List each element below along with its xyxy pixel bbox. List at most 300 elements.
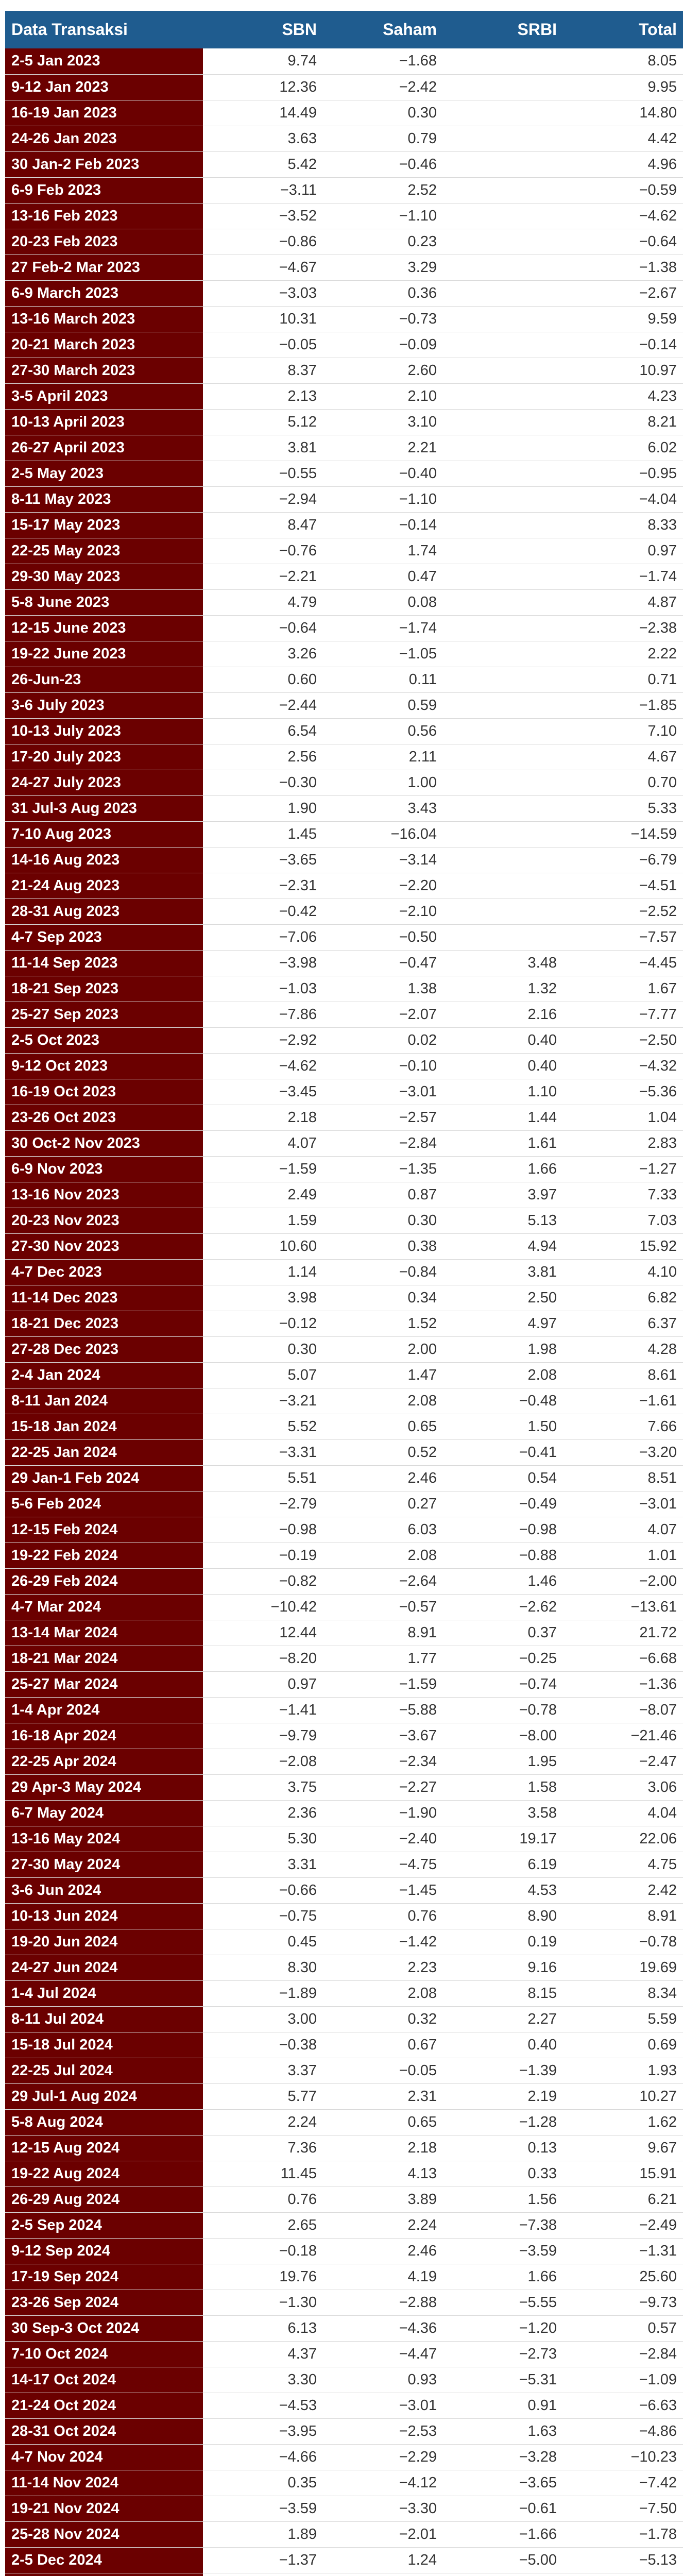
cell-sbn: −8.20 bbox=[279, 1650, 317, 1667]
cell-saham: −2.29 bbox=[399, 2448, 437, 2465]
cell-saham: −2.57 bbox=[399, 1109, 437, 1126]
cell-srbi: 1.32 bbox=[527, 980, 557, 997]
cell-date: 25-27 Sep 2023 bbox=[5, 1002, 203, 1027]
cell-srbi bbox=[443, 924, 563, 950]
table-row bbox=[5, 255, 683, 280]
column-header-data-transaksi[interactable]: Data Transaksi bbox=[11, 20, 128, 39]
table-row bbox=[5, 1027, 683, 1053]
table-row bbox=[5, 332, 683, 358]
cell-srbi bbox=[443, 538, 563, 564]
table-row bbox=[5, 2238, 683, 2264]
table-row bbox=[5, 151, 683, 177]
cell-date: 16-18 Apr 2024 bbox=[5, 1723, 203, 1749]
cell-date: 30 Sep-3 Oct 2024 bbox=[5, 2315, 203, 2341]
cell-saham: −0.50 bbox=[399, 928, 437, 945]
table-row bbox=[5, 1568, 683, 1594]
cell-srbi bbox=[443, 177, 563, 203]
cell-total: 6.02 bbox=[647, 439, 677, 456]
cell-saham: 2.46 bbox=[407, 2242, 437, 2259]
cell-total: 7.33 bbox=[647, 1186, 677, 1203]
cell-srbi: −3.59 bbox=[519, 2242, 557, 2259]
cell-saham: 0.67 bbox=[407, 2036, 437, 2053]
cell-date: 27 Feb-2 Mar 2023 bbox=[5, 255, 203, 280]
table-row bbox=[5, 1826, 683, 1852]
cell-date: 26-Jun-23 bbox=[5, 667, 203, 692]
table-row bbox=[5, 1362, 683, 1388]
cell-sbn: −3.21 bbox=[279, 1392, 317, 1409]
cell-date: 10-13 July 2023 bbox=[5, 718, 203, 744]
table-row bbox=[5, 74, 683, 100]
cell-total: −7.50 bbox=[639, 2500, 677, 2517]
cell-saham: −2.07 bbox=[399, 1006, 437, 1023]
column-header-srbi[interactable]: SRBI bbox=[517, 20, 557, 39]
cell-sbn: −0.12 bbox=[279, 1315, 317, 1332]
cell-date: 20-23 Nov 2023 bbox=[5, 1208, 203, 1233]
cell-total: 4.28 bbox=[647, 1341, 677, 1358]
column-header-saham[interactable]: Saham bbox=[383, 20, 437, 39]
cell-date: 8-11 May 2023 bbox=[5, 486, 203, 512]
table-row bbox=[5, 1800, 683, 1826]
cell-sbn: 3.81 bbox=[287, 439, 317, 456]
cell-total: −9.73 bbox=[639, 2294, 677, 2311]
table-row bbox=[5, 847, 683, 873]
cell-total: −4.51 bbox=[639, 877, 677, 894]
cell-total: 8.33 bbox=[647, 516, 677, 533]
cell-total: 8.05 bbox=[647, 53, 677, 70]
cell-srbi bbox=[443, 744, 563, 770]
cell-date: 4-7 Nov 2024 bbox=[5, 2444, 203, 2470]
cell-total: −1.36 bbox=[639, 1675, 677, 1692]
cell-srbi bbox=[443, 615, 563, 641]
cell-sbn: 6.13 bbox=[287, 2319, 317, 2336]
table-row bbox=[5, 306, 683, 332]
table-row bbox=[5, 2083, 683, 2109]
cell-srbi: −1.66 bbox=[519, 2526, 557, 2543]
cell-srbi bbox=[443, 847, 563, 873]
cell-date: 14-16 Aug 2023 bbox=[5, 847, 203, 873]
table-row bbox=[5, 229, 683, 255]
cell-date: 13-16 March 2023 bbox=[5, 306, 203, 332]
cell-total: 19.69 bbox=[639, 1959, 677, 1976]
table-row bbox=[5, 126, 683, 151]
cell-sbn: −2.79 bbox=[279, 1495, 317, 1512]
cell-saham: 0.65 bbox=[407, 1418, 437, 1435]
cell-sbn: −4.62 bbox=[279, 1057, 317, 1074]
cell-sbn: 12.44 bbox=[279, 1624, 317, 1641]
cell-srbi bbox=[443, 692, 563, 718]
cell-date: 19-22 June 2023 bbox=[5, 641, 203, 667]
table-row bbox=[5, 821, 683, 847]
cell-saham: 0.59 bbox=[407, 697, 437, 714]
cell-saham: 4.19 bbox=[407, 2268, 437, 2285]
cell-saham: −2.20 bbox=[399, 877, 437, 894]
cell-srbi: 1.10 bbox=[527, 1083, 557, 1100]
cell-srbi: −8.00 bbox=[519, 1727, 557, 1744]
cell-date: 19-22 Aug 2024 bbox=[5, 2161, 203, 2187]
cell-sbn: 1.14 bbox=[287, 1263, 317, 1280]
cell-total bbox=[563, 2573, 683, 2576]
cell-total: −14.59 bbox=[630, 825, 677, 842]
cell-sbn: 7.36 bbox=[287, 2139, 317, 2156]
cell-srbi: 2.16 bbox=[527, 1006, 557, 1023]
cell-sbn bbox=[203, 2573, 323, 2576]
column-header-total[interactable]: Total bbox=[638, 20, 677, 39]
cell-total: 8.21 bbox=[647, 413, 677, 430]
column-header-sbn[interactable]: SBN bbox=[282, 20, 317, 39]
cell-total: −7.42 bbox=[639, 2474, 677, 2491]
cell-date: 18-21 Dec 2023 bbox=[5, 1311, 203, 1336]
cell-srbi: 4.97 bbox=[527, 1315, 557, 1332]
cell-total: 8.91 bbox=[647, 1907, 677, 1924]
cell-sbn: −1.89 bbox=[279, 1985, 317, 2002]
table-row bbox=[5, 2573, 683, 2576]
cell-srbi bbox=[443, 667, 563, 692]
cell-date: 15-18 Jul 2024 bbox=[5, 2032, 203, 2058]
cell-sbn: 5.07 bbox=[287, 1366, 317, 1383]
cell-sbn: 1.89 bbox=[287, 2526, 317, 2543]
cell-srbi bbox=[443, 486, 563, 512]
cell-date: 19-21 Nov 2024 bbox=[5, 2496, 203, 2521]
cell-total: 5.33 bbox=[647, 800, 677, 817]
table-row bbox=[5, 2058, 683, 2083]
cell-sbn: 6.54 bbox=[287, 722, 317, 739]
cell-sbn: 5.51 bbox=[287, 1469, 317, 1486]
cell-srbi bbox=[443, 332, 563, 358]
table-row bbox=[5, 2444, 683, 2470]
cell-srbi bbox=[443, 718, 563, 744]
cell-total: −1.27 bbox=[639, 1160, 677, 1177]
cell-total: 7.03 bbox=[647, 1212, 677, 1229]
cell-srbi: 1.66 bbox=[527, 2268, 557, 2285]
cell-srbi: 19.17 bbox=[519, 1830, 557, 1847]
cell-srbi bbox=[443, 435, 563, 461]
cell-date: 11-14 Nov 2024 bbox=[5, 2470, 203, 2496]
cell-total: −8.07 bbox=[639, 1701, 677, 1718]
table-row bbox=[5, 1388, 683, 1414]
cell-date: 12-15 June 2023 bbox=[5, 615, 203, 641]
cell-saham: −1.10 bbox=[399, 207, 437, 224]
cell-date: 17-19 Sep 2024 bbox=[5, 2264, 203, 2290]
cell-sbn: −0.64 bbox=[279, 619, 317, 636]
cell-sbn: −3.52 bbox=[279, 207, 317, 224]
cell-sbn: −0.75 bbox=[279, 1907, 317, 1924]
cell-saham: 3.89 bbox=[407, 2191, 437, 2208]
cell-sbn: −0.42 bbox=[279, 903, 317, 920]
cell-sbn: 14.49 bbox=[279, 104, 317, 121]
cell-saham: 1.77 bbox=[407, 1650, 437, 1667]
cell-sbn: −0.18 bbox=[279, 2242, 317, 2259]
cell-saham: −0.10 bbox=[399, 1057, 437, 1074]
cell-sbn: 2.24 bbox=[287, 2113, 317, 2130]
cell-saham: −2.10 bbox=[399, 903, 437, 920]
cell-total: −21.46 bbox=[630, 1727, 677, 1744]
cell-srbi bbox=[443, 2573, 563, 2576]
cell-date: 2-4 Jan 2024 bbox=[5, 1362, 203, 1388]
cell-saham: −1.68 bbox=[399, 53, 437, 70]
table-row bbox=[5, 1208, 683, 1233]
cell-date: 13-14 Mar 2024 bbox=[5, 1620, 203, 1646]
cell-saham: −2.53 bbox=[399, 2422, 437, 2439]
table-row bbox=[5, 1903, 683, 1929]
cell-sbn: 3.30 bbox=[287, 2371, 317, 2388]
cell-date: 26-29 Aug 2024 bbox=[5, 2187, 203, 2212]
cell-total: 22.06 bbox=[639, 1830, 677, 1847]
cell-saham: 0.56 bbox=[407, 722, 437, 739]
cell-sbn: 2.49 bbox=[287, 1186, 317, 1203]
cell-total: 15.92 bbox=[639, 1238, 677, 1255]
table-row bbox=[5, 1774, 683, 1800]
cell-date: 10-13 April 2023 bbox=[5, 409, 203, 435]
cell-srbi: 0.19 bbox=[527, 1933, 557, 1950]
cell-total: 4.04 bbox=[647, 1804, 677, 1821]
cell-sbn: 0.76 bbox=[287, 2191, 317, 2208]
cell-srbi bbox=[443, 564, 563, 589]
cell-total: −13.61 bbox=[630, 1598, 677, 1615]
cell-sbn: −2.94 bbox=[279, 490, 317, 507]
cell-srbi: −5.00 bbox=[519, 2551, 557, 2568]
cell-sbn: −0.82 bbox=[279, 1572, 317, 1589]
cell-sbn: 4.37 bbox=[287, 2345, 317, 2362]
table-row bbox=[5, 177, 683, 203]
cell-total: −2.50 bbox=[639, 1031, 677, 1048]
table-row bbox=[5, 2341, 683, 2367]
table-row bbox=[5, 615, 683, 641]
cell-srbi bbox=[443, 795, 563, 821]
table-row bbox=[5, 2187, 683, 2212]
cell-date: 28-31 Aug 2023 bbox=[5, 899, 203, 924]
table-row bbox=[5, 2161, 683, 2187]
cell-total: 4.87 bbox=[647, 594, 677, 611]
cell-sbn: 0.45 bbox=[287, 1933, 317, 1950]
cell-date: 27-30 March 2023 bbox=[5, 358, 203, 383]
cell-date: 12-15 Feb 2024 bbox=[5, 1517, 203, 1543]
cell-date: 2-5 Oct 2023 bbox=[5, 1027, 203, 1053]
table-row bbox=[5, 1517, 683, 1543]
cell-sbn: −2.44 bbox=[279, 697, 317, 714]
cell-sbn: 4.07 bbox=[287, 1134, 317, 1151]
cell-saham: −1.45 bbox=[399, 1882, 437, 1899]
table-row bbox=[5, 1233, 683, 1259]
cell-saham: 2.00 bbox=[407, 1341, 437, 1358]
cell-saham: 2.31 bbox=[407, 2088, 437, 2105]
cell-saham: 0.47 bbox=[407, 568, 437, 585]
cell-total: 6.21 bbox=[647, 2191, 677, 2208]
table-row bbox=[5, 2290, 683, 2315]
cell-total: 8.61 bbox=[647, 1366, 677, 1383]
table-row bbox=[5, 1491, 683, 1517]
cell-sbn: 0.60 bbox=[287, 671, 317, 688]
cell-srbi: −0.78 bbox=[519, 1701, 557, 1718]
cell-saham: −3.30 bbox=[399, 2500, 437, 2517]
cell-date: 30 Oct-2 Nov 2023 bbox=[5, 1130, 203, 1156]
cell-total: −4.04 bbox=[639, 490, 677, 507]
cell-date: 24-26 Jan 2023 bbox=[5, 126, 203, 151]
cell-date: 14-17 Oct 2024 bbox=[5, 2367, 203, 2393]
cell-date: 12-15 Aug 2024 bbox=[5, 2135, 203, 2161]
cell-saham: −5.88 bbox=[399, 1701, 437, 1718]
cell-saham: −1.90 bbox=[399, 1804, 437, 1821]
table-row bbox=[5, 1594, 683, 1620]
cell-date: 2-5 Jan 2023 bbox=[5, 48, 203, 74]
cell-srbi: −1.28 bbox=[519, 2113, 557, 2130]
cell-date: 29 Apr-3 May 2024 bbox=[5, 1774, 203, 1800]
cell-srbi: 1.58 bbox=[527, 1778, 557, 1795]
cell-srbi: 1.46 bbox=[527, 1572, 557, 1589]
cell-srbi: −0.61 bbox=[519, 2500, 557, 2517]
cell-saham: 0.23 bbox=[407, 233, 437, 250]
cell-sbn: −3.59 bbox=[279, 2500, 317, 2517]
cell-date: 15-18 Jan 2024 bbox=[5, 1414, 203, 1439]
cell-sbn: −3.45 bbox=[279, 1083, 317, 1100]
cell-total: −0.95 bbox=[639, 465, 677, 482]
cell-saham: 0.93 bbox=[407, 2371, 437, 2388]
cell-srbi: 2.19 bbox=[527, 2088, 557, 2105]
table-row bbox=[5, 2032, 683, 2058]
cell-sbn: 10.60 bbox=[279, 1238, 317, 1255]
table-row bbox=[5, 435, 683, 461]
cell-srbi bbox=[443, 358, 563, 383]
table-row bbox=[5, 2135, 683, 2161]
cell-total: 21.72 bbox=[639, 1624, 677, 1641]
cell-sbn: −2.92 bbox=[279, 1031, 317, 1048]
cell-total: −1.78 bbox=[639, 2526, 677, 2543]
cell-date: 22-25 May 2023 bbox=[5, 538, 203, 564]
cell-saham: 0.30 bbox=[407, 1212, 437, 1229]
cell-srbi: 0.13 bbox=[527, 2139, 557, 2156]
cell-srbi: 1.61 bbox=[527, 1134, 557, 1151]
cell-srbi: 8.15 bbox=[527, 1985, 557, 2002]
cell-total: 4.42 bbox=[647, 130, 677, 147]
cell-sbn: 3.31 bbox=[287, 1856, 317, 1873]
cell-total: −6.79 bbox=[639, 851, 677, 868]
cell-saham: 8.91 bbox=[407, 1624, 437, 1641]
cell-srbi: −0.88 bbox=[519, 1547, 557, 1564]
cell-sbn: 19.76 bbox=[279, 2268, 317, 2285]
cell-total: 9.59 bbox=[647, 310, 677, 327]
cell-date: 3-6 Jun 2024 bbox=[5, 1877, 203, 1903]
cell-saham: −2.42 bbox=[399, 78, 437, 95]
cell-srbi bbox=[443, 48, 563, 74]
cell-total: 6.82 bbox=[647, 1289, 677, 1306]
cell-srbi: 1.66 bbox=[527, 1160, 557, 1177]
cell-saham: −3.01 bbox=[399, 1083, 437, 1100]
cell-total: −2.49 bbox=[639, 2216, 677, 2233]
cell-date: 15-17 May 2023 bbox=[5, 512, 203, 538]
cell-sbn: 8.30 bbox=[287, 1959, 317, 1976]
cell-date: 9-12 Sep 2024 bbox=[5, 2238, 203, 2264]
cell-srbi: −0.25 bbox=[519, 1650, 557, 1667]
cell-total: 2.22 bbox=[647, 645, 677, 662]
cell-sbn: 5.30 bbox=[287, 1830, 317, 1847]
cell-total: 8.34 bbox=[647, 1985, 677, 2002]
table-row bbox=[5, 873, 683, 899]
cell-date: 10-13 Jun 2024 bbox=[5, 1903, 203, 1929]
cell-sbn: 3.98 bbox=[287, 1289, 317, 1306]
cell-saham: −0.40 bbox=[399, 465, 437, 482]
cell-total: 9.67 bbox=[647, 2139, 677, 2156]
cell-saham: 6.03 bbox=[407, 1521, 437, 1538]
cell-sbn: 1.45 bbox=[287, 825, 317, 842]
cell-total: 0.57 bbox=[647, 2319, 677, 2336]
cell-srbi: −0.98 bbox=[519, 1521, 557, 1538]
table-row bbox=[5, 1079, 683, 1105]
cell-sbn: 2.65 bbox=[287, 2216, 317, 2233]
cell-srbi: −0.48 bbox=[519, 1392, 557, 1409]
cell-date: 3-5 April 2023 bbox=[5, 383, 203, 409]
cell-sbn: −10.42 bbox=[270, 1598, 317, 1615]
cell-saham bbox=[323, 2573, 443, 2576]
cell-srbi bbox=[443, 873, 563, 899]
cell-sbn: −0.66 bbox=[279, 1882, 317, 1899]
cell-saham: 1.38 bbox=[407, 980, 437, 997]
cell-saham: 3.29 bbox=[407, 259, 437, 276]
cell-date: 11-14 Dec 2023 bbox=[5, 1285, 203, 1311]
cell-total: 15.91 bbox=[639, 2165, 677, 2182]
cell-date: 5-6 Feb 2024 bbox=[5, 1491, 203, 1517]
cell-saham: −1.42 bbox=[399, 1933, 437, 1950]
cell-saham: 0.36 bbox=[407, 284, 437, 301]
table-row bbox=[5, 2212, 683, 2238]
cell-sbn: −9.79 bbox=[279, 1727, 317, 1744]
cell-total: −4.45 bbox=[639, 954, 677, 971]
cell-date: 5-8 June 2023 bbox=[5, 589, 203, 615]
cell-total: −2.38 bbox=[639, 619, 677, 636]
table-row bbox=[5, 924, 683, 950]
cell-srbi: 1.44 bbox=[527, 1109, 557, 1126]
cell-total: 7.10 bbox=[647, 722, 677, 739]
cell-date: 4-7 Mar 2024 bbox=[5, 1594, 203, 1620]
cell-srbi bbox=[443, 229, 563, 255]
cell-date: 18-21 Sep 2023 bbox=[5, 976, 203, 1002]
cell-srbi bbox=[443, 409, 563, 435]
cell-date: 7-10 Oct 2024 bbox=[5, 2341, 203, 2367]
cell-saham: −4.47 bbox=[399, 2345, 437, 2362]
cell-srbi: 8.90 bbox=[527, 1907, 557, 1924]
cell-srbi: 4.53 bbox=[527, 1882, 557, 1899]
cell-sbn: 2.18 bbox=[287, 1109, 317, 1126]
table-row bbox=[5, 100, 683, 126]
cell-total: −1.61 bbox=[639, 1392, 677, 1409]
cell-saham: −16.04 bbox=[390, 825, 437, 842]
cell-saham: −3.01 bbox=[399, 2397, 437, 2414]
table-row bbox=[5, 1852, 683, 1877]
cell-srbi: 2.27 bbox=[527, 2010, 557, 2027]
cell-saham: −0.09 bbox=[399, 336, 437, 353]
cell-total: 14.80 bbox=[639, 104, 677, 121]
table-row bbox=[5, 1697, 683, 1723]
cell-srbi bbox=[443, 899, 563, 924]
cell-srbi bbox=[443, 770, 563, 795]
cell-sbn: −3.65 bbox=[279, 851, 317, 868]
cell-saham: −0.14 bbox=[399, 516, 437, 533]
table-body bbox=[5, 48, 683, 2576]
cell-saham: −0.05 bbox=[399, 2062, 437, 2079]
cell-saham: 0.30 bbox=[407, 104, 437, 121]
cell-sbn: 8.47 bbox=[287, 516, 317, 533]
table-row bbox=[5, 486, 683, 512]
cell-saham: 2.08 bbox=[407, 1392, 437, 1409]
cell-date: 27-30 May 2024 bbox=[5, 1852, 203, 1877]
cell-sbn: 10.31 bbox=[279, 310, 317, 327]
table-row bbox=[5, 1259, 683, 1285]
cell-sbn: −2.08 bbox=[279, 1753, 317, 1770]
cell-sbn: 3.63 bbox=[287, 130, 317, 147]
cell-srbi: 9.16 bbox=[527, 1959, 557, 1976]
table-row bbox=[5, 1671, 683, 1697]
cell-sbn: 2.36 bbox=[287, 1804, 317, 1821]
cell-saham: 0.65 bbox=[407, 2113, 437, 2130]
cell-saham: −4.36 bbox=[399, 2319, 437, 2336]
